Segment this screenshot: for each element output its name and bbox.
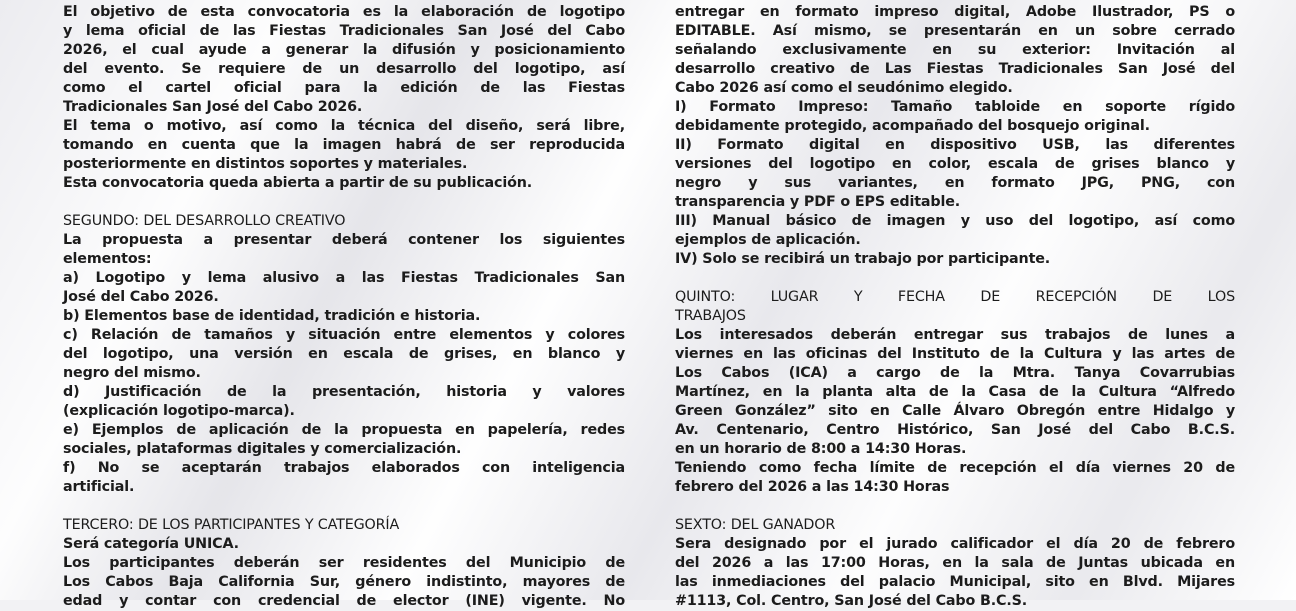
section-heading: QUINTO: LUGAR Y FECHA DE RECEPCIÓN DE LOS bbox=[675, 289, 1235, 305]
section-tercero bbox=[63, 516, 625, 611]
text-line: debidamente protegido, acompañado del bosquejo original. bbox=[675, 118, 1150, 134]
text-line: II) Formato digital en dispositivo USB, las diferentes bbox=[675, 137, 1235, 153]
text-line: del 2026 a las 17:00 Horas, en la sala de Juntas ubicada en bbox=[675, 555, 1235, 571]
text-line: La propuesta a presentar deberá contener los siguientes bbox=[63, 232, 625, 248]
section-heading: TRABAJOS bbox=[675, 308, 746, 324]
text-line: versiones del logotipo en color, escala de grises blanco y bbox=[675, 156, 1235, 172]
section-heading: SEGUNDO: DEL DESARROLLO CREATIVO bbox=[63, 213, 346, 229]
text-line: sociales, plataformas digitales y comercialización. bbox=[63, 441, 462, 457]
text-line: posteriormente en distintos soportes y materiales. bbox=[63, 156, 468, 172]
text-line: señalando exclusivamente en su exterior: Invitación al bbox=[675, 42, 1235, 58]
text-line: tomando en cuenta que la imagen habrá de ser reproducida bbox=[63, 137, 625, 153]
section-sexto bbox=[675, 516, 1235, 611]
text-line: IV) Solo se recibirá un trabajo por participante. bbox=[675, 251, 1051, 267]
text-line: f) No se aceptarán trabajos elaborados con inteligencia bbox=[63, 460, 625, 476]
text-line: Sera designado por el jurado calificador el día 20 de febrero bbox=[675, 536, 1235, 552]
text-line: José del Cabo 2026. bbox=[63, 289, 219, 305]
section-quinto bbox=[675, 288, 1235, 497]
text-line: b) Elementos base de identidad, tradición e historia. bbox=[63, 308, 481, 324]
text-line: viernes en las oficinas del Instituto de la Cultura y las artes de bbox=[675, 346, 1235, 362]
text-line: y lema oficial de las Fiestas Tradicionales San José del Cabo bbox=[63, 23, 625, 39]
text-line: III) Manual básico de imagen y uso del logotipo, así como bbox=[675, 213, 1235, 229]
text-line: Los Cabos (ICA) a cargo de la Mtra. Tanya Covarrubias bbox=[675, 365, 1235, 381]
text-line: EDITABLE. Así mismo, se presentarán en un sobre cerrado bbox=[675, 23, 1235, 39]
text-line: Martínez, en la planta alta de la Casa de la Cultura “Alfredo bbox=[675, 384, 1235, 400]
text-line: las inmediaciones del palacio Municipal, sito en Blvd. Mijares bbox=[675, 574, 1235, 590]
text-line: en un horario de 8:00 a 14:30 Horas. bbox=[675, 441, 967, 457]
section-primero bbox=[63, 0, 625, 193]
text-line: Tradicionales San José del Cabo 2026. bbox=[63, 99, 363, 115]
text-line: Esta convocatoria queda abierta a partir de su publicación. bbox=[63, 175, 533, 191]
text-line: #1113, Col. Centro, San José del Cabo B.C.S. bbox=[675, 593, 1028, 609]
text-line: del evento. Se requiere de un desarrollo del logotipo, así bbox=[63, 61, 625, 77]
text-line: 2026, el cual ayude a generar la difusión y posicionamiento bbox=[63, 42, 625, 58]
text-line: (explicación logotipo-marca). bbox=[63, 403, 295, 419]
section-segundo bbox=[63, 212, 625, 497]
text-line: del logotipo, una versión en escala de grises, en blanco y bbox=[63, 346, 625, 362]
text-line: transparencia y PDF o EPS editable. bbox=[675, 194, 961, 210]
right-column bbox=[675, 0, 1235, 611]
text-line: negro del mismo. bbox=[63, 365, 201, 381]
text-line: Av. Centenario, Centro Histórico, San José del Cabo B.C.S. bbox=[675, 422, 1235, 438]
text-line: El tema o motivo, así como la técnica del diseño, será libre, bbox=[63, 118, 625, 134]
section-heading: SEXTO: DEL GANADOR bbox=[675, 517, 836, 533]
text-line: entregar en formato impreso digital, Adobe Ilustrador, PS o bbox=[675, 4, 1235, 20]
text-line: Los Cabos Baja California Sur, género indistinto, mayores de bbox=[63, 574, 625, 590]
text-line: elementos: bbox=[63, 251, 152, 267]
text-line: Cabo 2026 así como el seudónimo elegido. bbox=[675, 80, 1013, 96]
text-line: Teniendo como fecha límite de recepción el día viernes 20 de bbox=[675, 460, 1235, 476]
text-line: ejemplos de aplicación. bbox=[675, 232, 861, 248]
text-line: Los interesados deberán entregar sus trabajos de lunes a bbox=[675, 327, 1235, 343]
text-line: c) Relación de tamaños y situación entre elementos y colores bbox=[63, 327, 625, 343]
text-line: Será categoría UNICA. bbox=[63, 536, 239, 552]
text-line: artificial. bbox=[63, 479, 135, 495]
text-line: d) Justificación de la presentación, historia y valores bbox=[63, 384, 625, 400]
section-cuarto bbox=[675, 0, 1235, 269]
text-line: El objetivo de esta convocatoria es la elaboración de logotipo bbox=[63, 4, 625, 20]
text-line: desarrollo creativo de Las Fiestas Tradicionales San José del bbox=[675, 61, 1235, 77]
text-line: e) Ejemplos de aplicación de la propuesta en papelería, redes bbox=[63, 422, 625, 438]
left-column bbox=[63, 0, 625, 611]
text-line: a) Logotipo y lema alusivo a las Fiestas Tradicionales San bbox=[63, 270, 625, 286]
text-line: I) Formato Impreso: Tamaño tabloide en soporte rígido bbox=[675, 99, 1235, 115]
section-heading: TERCERO: DE LOS PARTICIPANTES Y CATEGORÍA bbox=[63, 517, 400, 533]
text-line: Green González” sito en Calle Álvaro Obregón entre Hidalgo y bbox=[675, 403, 1235, 419]
text-line: como el cartel oficial para la edición de las Fiestas bbox=[63, 80, 625, 96]
text-line: negro y sus variantes, en formato JPG, PNG, con bbox=[675, 175, 1235, 191]
text-line: febrero del 2026 a las 14:30 Horas bbox=[675, 479, 950, 495]
text-line: edad y contar con credencial de elector (INE) vigente. No bbox=[63, 593, 625, 609]
text-line: Los participantes deberán ser residentes del Municipio de bbox=[63, 555, 625, 571]
